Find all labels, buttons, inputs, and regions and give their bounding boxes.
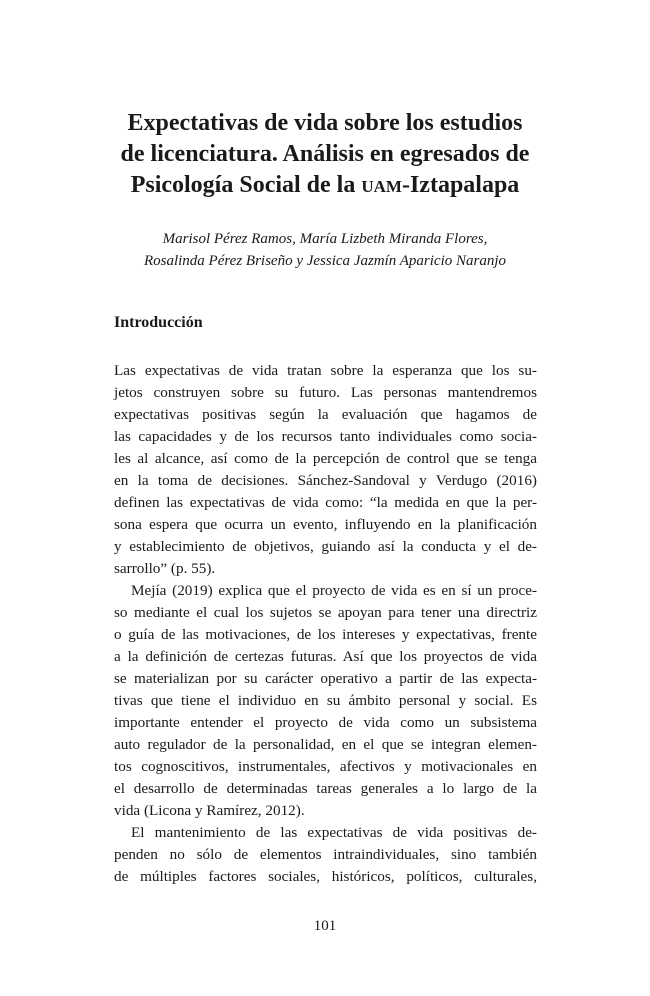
authors-line-1: Marisol Pérez Ramos, María Lizbeth Miranda Flores, [162, 231, 488, 247]
body-line: penden no sólo de elementos intraindividuales, sino también [114, 846, 537, 863]
body-line: las capacidades y de los recursos tanto individuales como socia- [114, 428, 537, 445]
body-line: El mantenimiento de las expectativas de vida positivas de- [131, 824, 537, 841]
chapter-title [90, 108, 560, 201]
body-line: sona espera que ocurra un evento, influyendo en la planificación [114, 516, 537, 533]
title-line-2: de licenciatura. Análisis en egresados de [120, 141, 530, 167]
title-acronym: uam [361, 172, 402, 198]
body-line: sarrollo” (p. 55). [114, 560, 216, 577]
body-line: so mediante el cual los sujetos se apoyan para tener una directriz [114, 604, 537, 621]
body-line: importante entender el proyecto de vida como un subsistema [114, 714, 537, 731]
page-number: 101 [313, 918, 337, 934]
body-line: tos cognoscitivos, instrumentales, afectivos y motivacionales en [114, 758, 537, 775]
body-line: se materializan por su carácter operativo a partir de las expecta- [114, 670, 537, 687]
title-line-3-suffix: -Iztapalapa [401, 172, 520, 198]
authors-block [90, 228, 560, 272]
body-line: a la definición de certezas futuras. Así que los proyectos de vida [114, 648, 537, 665]
body-line: expectativas positivas según la evaluación que hagamos de [114, 406, 537, 423]
body-line: de múltiples factores sociales, históricos, políticos, culturales, [114, 868, 537, 885]
body-line: el desarrollo de determinadas tareas generales a lo largo de la [114, 780, 537, 797]
body-line: en la toma de decisiones. Sánchez-Sandoval y Verdugo (2016) [114, 472, 537, 489]
title-line-3-prefix: Psicología Social de la [130, 172, 362, 198]
body-line: tivas que tiene el individuo en su ámbito personal y social. Es [114, 692, 537, 709]
body-line: jetos construyen sobre su futuro. Las personas mantendremos [114, 384, 537, 401]
body-line: les al alcance, así como de la percepción de control que se tenga [114, 450, 537, 467]
authors-line-2: Rosalinda Pérez Briseño y Jessica Jazmín Aparicio Naranjo [143, 253, 507, 269]
title-line-1: Expectativas de vida sobre los estudios [127, 110, 523, 136]
body-line: Las expectativas de vida tratan sobre la esperanza que los su- [114, 362, 537, 379]
body-line: definen las expectativas de vida como: “la medida en que la per- [114, 494, 537, 511]
body-line: Mejía (2019) explica que el proyecto de vida es en sí un proce- [131, 582, 537, 599]
body-text [114, 360, 537, 888]
section-heading: Introducción [114, 314, 203, 331]
body-line: auto regulador de la personalidad, en el que se integran elemen- [114, 736, 537, 753]
title-line-3 [90, 170, 560, 201]
body-line: vida (Licona y Ramírez, 2012). [114, 802, 305, 819]
body-line: y establecimiento de objetivos, guiando así la conducta y el de- [114, 538, 537, 555]
body-line: o guía de las motivaciones, de los intereses y expectativas, frente [114, 626, 537, 643]
